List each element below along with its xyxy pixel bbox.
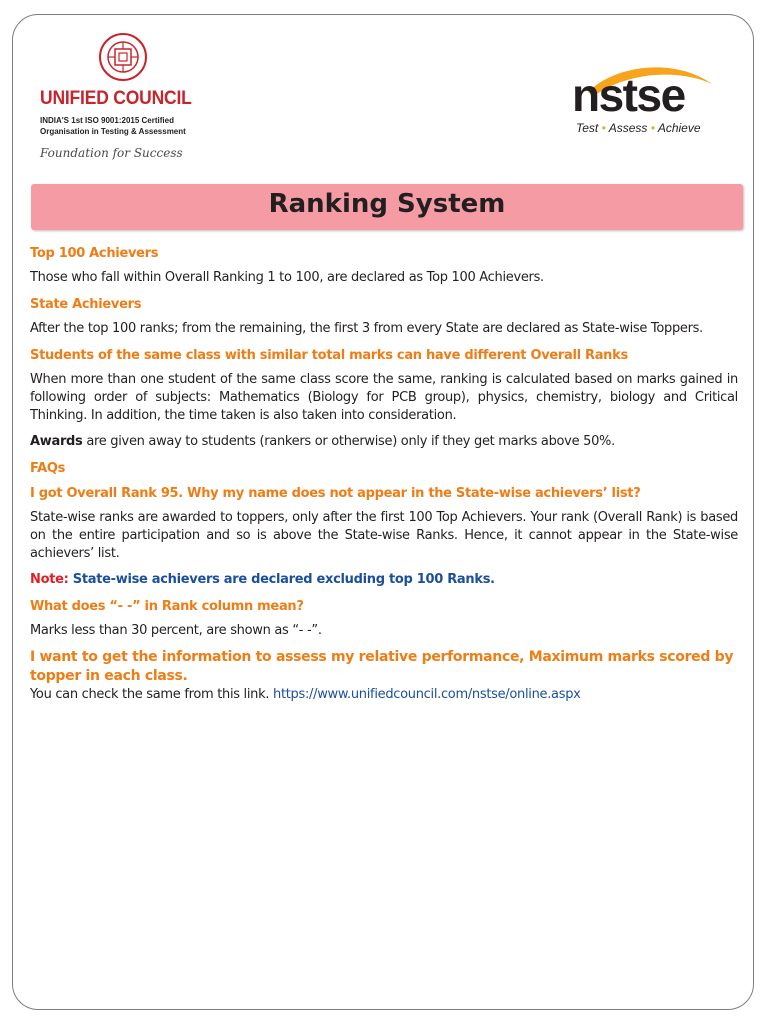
unified-council-seal-icon (98, 32, 148, 82)
faq3-answer-prefix: You can check the same from this link. (30, 687, 274, 702)
tagline-dot-1: • (601, 121, 606, 135)
unified-council-logo (40, 32, 210, 172)
note-text: State-wise achievers are declared excluding top 100 Ranks. (68, 572, 495, 587)
page-title: Ranking System (268, 189, 506, 219)
tagline-dot-2: • (650, 121, 655, 135)
faq3-question: I want to get the information to assess my relative performance, Maximum marks scored by topper in each class. (30, 649, 734, 684)
online-results-link[interactable]: https://www.unifiedcouncil.com/nstse/online.aspx (273, 687, 581, 702)
faq1-question: I got Overall Rank 95. Why my name does not appear in the State-wise achievers’ list? (30, 486, 641, 501)
faq3-answer (30, 686, 738, 704)
awards-paragraph (30, 433, 738, 451)
heading-state-achievers: State Achievers (30, 297, 142, 312)
nstse-tagline (576, 121, 701, 135)
nstse-logo (568, 58, 728, 142)
tagline-achieve: Achieve (657, 121, 701, 135)
heading-similar-marks: Students of the same class with similar total marks can have different Overall Ranks (30, 348, 628, 363)
body-top100: Those who fall within Overall Ranking 1 to 100, are declared as Top 100 Achievers. (30, 270, 544, 285)
tagline-test: Test (576, 121, 599, 135)
awards-body: are given away to students (rankers or otherwise) only if they get marks above 50%. (82, 434, 615, 449)
awards-label: Awards (30, 434, 83, 449)
faq2-question: What does “- -” in Rank column mean? (30, 599, 304, 614)
title-banner (31, 184, 743, 230)
note-paragraph (30, 571, 738, 589)
heading-top100: Top 100 Achievers (30, 246, 159, 261)
heading-faqs: FAQs (30, 461, 66, 476)
body-similar-marks: When more than one student of the same class score the same, ranking is calculated based on marks gained in following order of subjects: Mathematics (Biology for PCB group), physics, chemistry, biology and Critical Thinking. In addition, the time taken is also taken into consideration. (30, 372, 738, 423)
note-label: Note: (30, 572, 69, 587)
org-name: UNIFIED COUNCIL (40, 88, 192, 109)
body-state-achievers: After the top 100 ranks; from the remaining, the first 3 from every State are declared as State-wise Toppers. (30, 321, 703, 336)
tagline-assess: Assess (608, 121, 648, 135)
org-tagline-2: Organisation in Testing & Assessment (40, 127, 186, 136)
faq1-answer: State-wise ranks are awarded to toppers, only after the first 100 Top Achievers. Your rank (Overall Rank) is based on the entire participation and so is above the State-wise Ranks. Hence, it cannot appear in the State-wise achievers’ list. (30, 510, 738, 561)
nstse-wordmark: nstse (572, 69, 685, 121)
org-tagline-1: INDIA'S 1st ISO 9001:2015 Certified (40, 116, 174, 125)
faq2-answer: Marks less than 30 percent, are shown as “- -”. (30, 623, 322, 638)
org-motto: Foundation for Success (40, 146, 183, 160)
content (30, 244, 738, 704)
